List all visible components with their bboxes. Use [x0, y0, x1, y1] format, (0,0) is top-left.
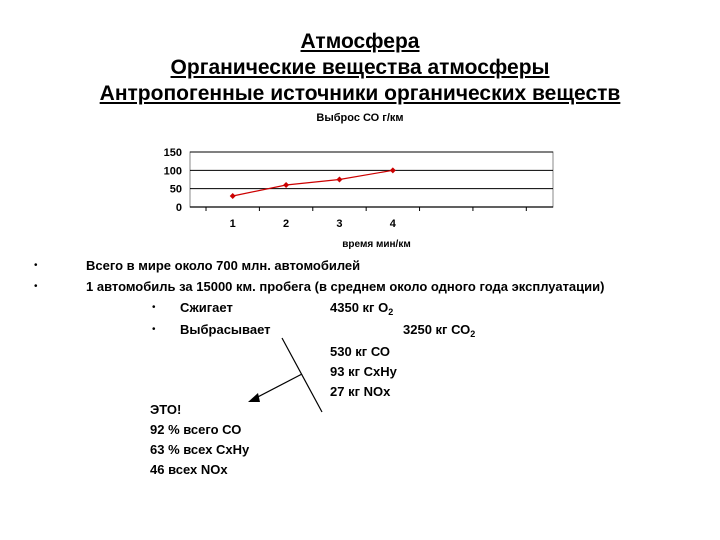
emits-value: 3250 кг $СО_2$ — [403, 322, 476, 339]
emission-cxhy: 93 кг СхНу — [330, 364, 397, 379]
title-anthropogenic-sources: Антропогенные источники органических веществ — [99, 82, 621, 105]
bullet-car-mileage: 1 автомобиль за 15000 км. пробега (в среднем около одного года эксплуатации) — [86, 279, 605, 294]
burns-value: 4350 кг $О_2$ — [330, 300, 394, 317]
bullet-cars-total: Всего в мире около 700 млн. автомобилей — [86, 258, 361, 273]
y-tick-label: 150 — [163, 147, 182, 159]
title-organic-substances: Органические вещества атмосферы — [170, 56, 550, 79]
conclusion-nox-share: 46 всех NOx — [150, 462, 228, 477]
emission-co: 530 кг СО — [330, 344, 391, 359]
bullet-dot: • — [34, 260, 38, 271]
x-tick-label: 3 — [336, 218, 343, 230]
y-tick-label: 50 — [169, 183, 182, 196]
conclusion-heading: ЭТО! — [150, 402, 182, 417]
y-tick-label: 0 — [175, 202, 182, 214]
bullet-dot: • — [34, 281, 38, 292]
emission-nox: 27 кг NOx — [330, 384, 391, 399]
burns-label: Сжигает — [180, 300, 233, 315]
x-tick-label: 4 — [389, 218, 396, 230]
arrow-head — [248, 393, 260, 402]
emits-label: Выбрасывает — [180, 322, 271, 337]
divider-line — [282, 338, 322, 412]
conclusion-cxhy-share: 63 % всех СхНу — [150, 442, 250, 457]
x-axis-label: время мин/км — [342, 239, 411, 250]
title-atmosphere: Атмосфера — [300, 30, 420, 53]
sub-bullet-dot: • — [152, 324, 156, 335]
conclusion-co-share: 92 % всего СО — [150, 422, 242, 437]
y-tick-label: 100 — [163, 165, 182, 178]
chart-title: Выброс СО г/км — [316, 112, 404, 124]
x-tick-label: 2 — [283, 218, 290, 230]
x-tick-label: 1 — [229, 218, 236, 230]
arrow-shaft — [252, 374, 302, 400]
sub-bullet-dot: • — [152, 302, 156, 313]
